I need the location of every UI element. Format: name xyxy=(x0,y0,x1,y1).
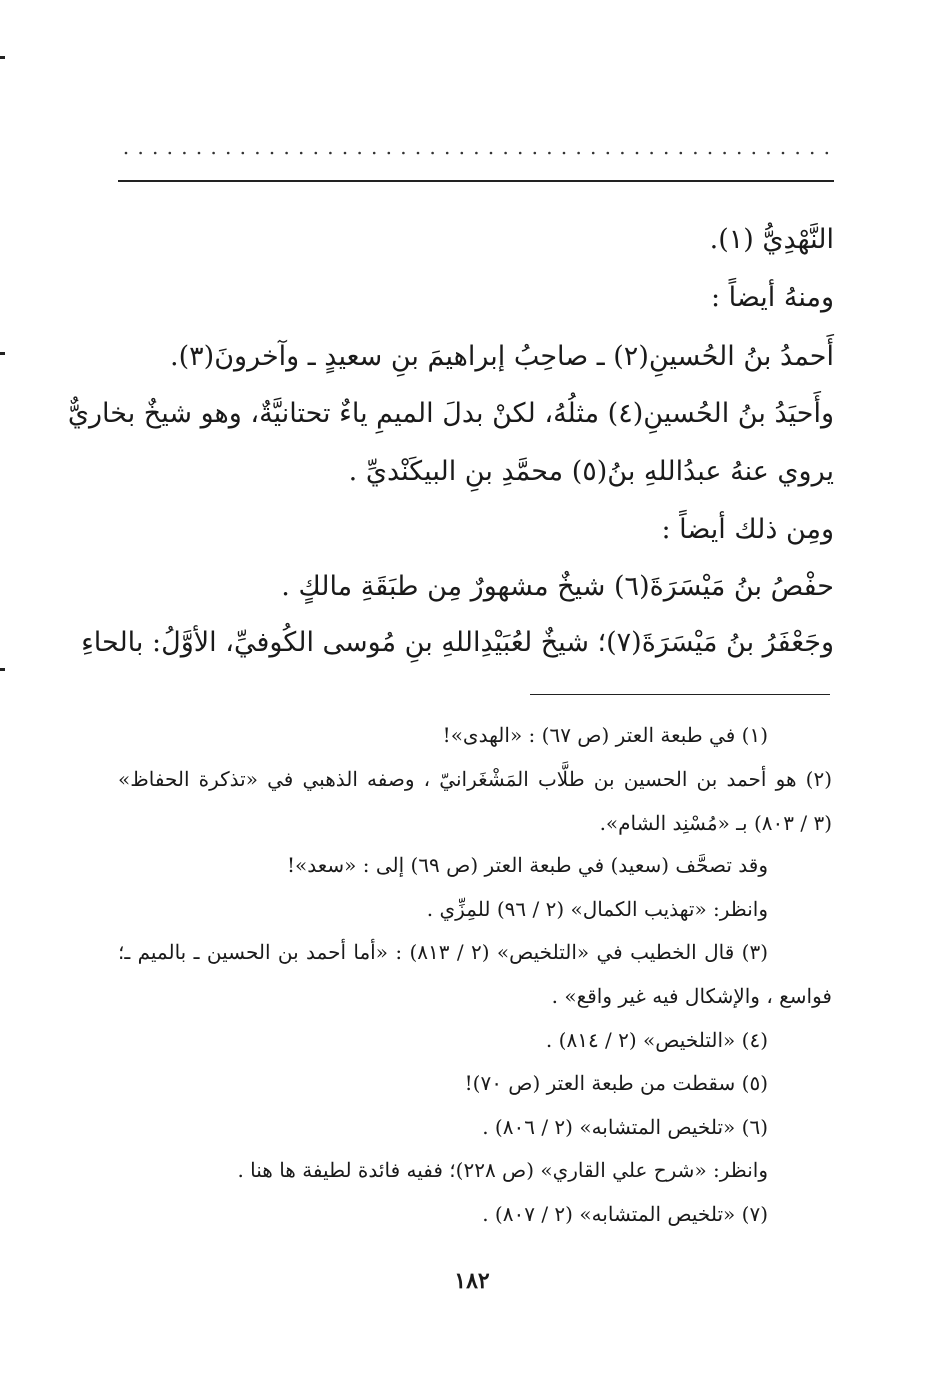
border-dot xyxy=(212,152,215,155)
border-dot xyxy=(475,152,478,155)
border-dot xyxy=(125,152,128,155)
footnote-line: (٦) «تلخيص المتشابه» (٢ / ٨٠٦) . xyxy=(482,1115,768,1139)
border-dot xyxy=(738,152,741,155)
border-dot xyxy=(782,152,785,155)
footnote-line: (٢) هو أحمد بن الحسين بن طلَّاب المَشْغَرانيّ ، وصفه الذهبي في «تذكرة الحفاظ» xyxy=(118,767,832,791)
border-dot xyxy=(242,152,245,155)
border-dot xyxy=(402,152,405,155)
border-dot xyxy=(256,152,259,155)
footnote-line: (٣) قال الخطيب في «التلخيص» (٢ / ٨١٣) : «أما أحمد بن الحسين ـ بالميم ـ؛ xyxy=(118,940,769,964)
border-dot xyxy=(767,152,770,155)
border-dot xyxy=(680,152,683,155)
border-dot xyxy=(607,152,610,155)
footnote-line: وانظر: «شرح علي القاري» (ص ٢٢٨)؛ ففيه فائدة لطيفة ها هنا . xyxy=(237,1158,768,1182)
main-line: ومِن ذلك أيضاً : xyxy=(661,514,834,545)
border-dot xyxy=(534,152,537,155)
footnote-line: (٣ / ٨٠٣) بـ «مُسْنِد الشام». xyxy=(599,811,832,835)
main-line: وأَحيَدُ بنُ الحُسينِ(٤) مثلُهُ، لكنْ بدلَ الميمِ ياءٌ تحتانيَّةٌ، وهو شيخٌ بخاريٌّ xyxy=(67,398,834,429)
border-dot xyxy=(285,152,288,155)
border-dot xyxy=(636,152,639,155)
main-text xyxy=(67,220,834,670)
margin-mark xyxy=(0,56,5,59)
margin-mark xyxy=(0,668,5,671)
border-dot xyxy=(826,152,829,155)
footnote-line: وانظر: «تهذيب الكمال» (٢ / ٩٦) للمِزِّي . xyxy=(426,897,768,921)
border-dot xyxy=(417,152,420,155)
page-number: ١٨٢ xyxy=(454,1268,490,1294)
border-dot xyxy=(592,152,595,155)
border-dot xyxy=(577,152,580,155)
border-dot xyxy=(796,152,799,155)
border-dot xyxy=(490,152,493,155)
footnote-line: فواسع ، والإشكال فيه غير واقع» . xyxy=(551,984,832,1008)
header-rule xyxy=(118,180,834,182)
border-dot xyxy=(694,152,697,155)
footnote-line: (٧) «تلخيص المتشابه» (٢ / ٨٠٧) . xyxy=(482,1202,768,1226)
border-dot xyxy=(198,152,201,155)
main-line: أَحمدُ بنُ الحُسينِ(٢) ـ صاحِبُ إبراهيمَ بنِ سعيدٍ ـ وآخرونَ(٣). xyxy=(170,341,834,372)
border-dot xyxy=(811,152,814,155)
footnote-separator xyxy=(530,694,830,695)
border-dot xyxy=(373,152,376,155)
main-line: يروي عنهُ عبدُاللهِ بنُ(٥) محمَّدِ بنِ البيكَنْديِّ . xyxy=(348,456,834,487)
border-dot xyxy=(519,152,522,155)
border-dot xyxy=(446,152,449,155)
border-dot xyxy=(271,152,274,155)
border-dot xyxy=(709,152,712,155)
border-dot xyxy=(431,152,434,155)
border-dot xyxy=(329,152,332,155)
border-dot xyxy=(227,152,230,155)
border-dot xyxy=(388,152,391,155)
border-dot xyxy=(504,152,507,155)
margin-mark xyxy=(0,352,5,355)
main-line: النَّهْدِيُّ (١). xyxy=(709,224,834,255)
footnote-line: (٤) «التلخيص» (٢ / ٨١٤) . xyxy=(545,1028,768,1052)
border-dot xyxy=(300,152,303,155)
main-line: ومنهُ أيضاً : xyxy=(710,282,834,313)
border-dot xyxy=(665,152,668,155)
main-line: وجَعْفَرُ بنُ مَيْسَرَةَ(٧)؛ شيخٌ لعُبَيْدِاللهِ بنِ مُوسى الكُوفيِّ، الأوَّلُ: بالحاءِ xyxy=(81,627,834,658)
border-dot xyxy=(358,152,361,155)
border-dot xyxy=(753,152,756,155)
border-dot xyxy=(344,152,347,155)
border-dot xyxy=(461,152,464,155)
border-dot xyxy=(563,152,566,155)
main-line: حفْصُ بنُ مَيْسَرَةَ(٦) شيخٌ مشهورٌ مِن طبَقَةِ مالكٍ . xyxy=(281,571,834,602)
border-dot xyxy=(169,152,172,155)
dotted-header-border xyxy=(118,146,834,160)
border-dot xyxy=(154,152,157,155)
border-dot xyxy=(723,152,726,155)
border-dot xyxy=(621,152,624,155)
footnote-line: (١) في طبعة العتر (ص ٦٧) : «الهدى»! xyxy=(442,723,768,747)
border-dot xyxy=(183,152,186,155)
border-dot xyxy=(548,152,551,155)
border-dot xyxy=(315,152,318,155)
footnote-line: وقد تصحَّف (سعيد) في طبعة العتر (ص ٦٩) إلى : «سعد»! xyxy=(286,853,768,877)
border-dot xyxy=(139,152,142,155)
border-dot xyxy=(650,152,653,155)
footnote-line: (٥) سقطت من طبعة العتر (ص ٧٠)! xyxy=(464,1071,768,1095)
